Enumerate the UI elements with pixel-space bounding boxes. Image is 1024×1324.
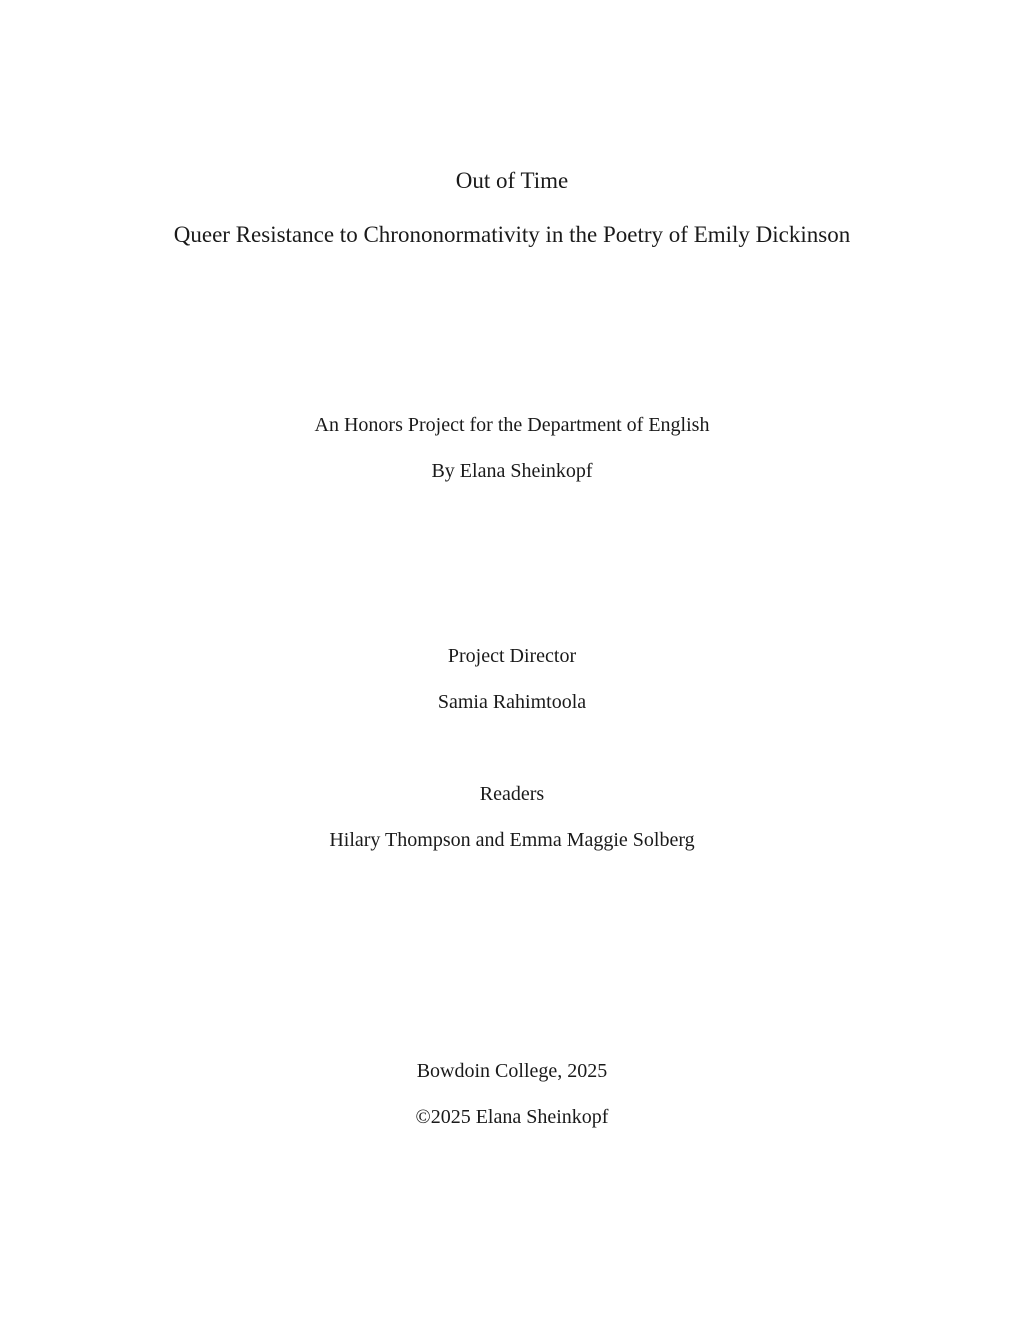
page-subtitle: Queer Resistance to Chrononormativity in the Poetry of Emily Dickinson [173, 222, 851, 247]
project-description: An Honors Project for the Department of English [314, 414, 710, 436]
author-line: By Elana Sheinkopf [431, 460, 593, 482]
institution-year: Bowdoin College, 2025 [416, 1060, 608, 1082]
readers-label: Readers [479, 783, 545, 805]
director-name: Samia Rahimtoola [437, 691, 587, 713]
copyright-notice: ©2025 Elana Sheinkopf [415, 1106, 609, 1128]
readers-names: Hilary Thompson and Emma Maggie Solberg [329, 829, 695, 851]
page-title: Out of Time [455, 168, 569, 193]
director-label: Project Director [447, 645, 577, 667]
